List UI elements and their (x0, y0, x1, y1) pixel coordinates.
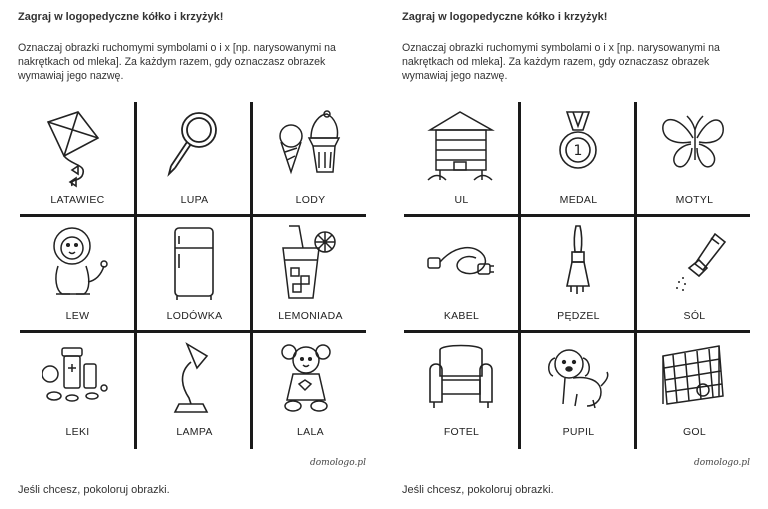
grid-cell[interactable] (521, 334, 636, 449)
grid-cell[interactable] (137, 102, 252, 217)
tic-tac-toe-grid (20, 102, 366, 449)
cell-label: MOTYL (675, 194, 714, 206)
cell-label: LEMONIADA (278, 310, 343, 322)
grid-cell[interactable] (637, 218, 752, 333)
cell-label: SÓL (683, 310, 706, 322)
brand-logo: domologo.pl (310, 458, 366, 468)
ice-cream-icon (275, 108, 345, 192)
svg-text:1: 1 (573, 143, 583, 159)
grid-cell[interactable] (637, 334, 752, 449)
lion-icon (42, 224, 112, 308)
cell-label: LEKI (65, 426, 90, 438)
grid-cell[interactable] (253, 334, 368, 449)
kite-icon (42, 108, 112, 192)
lamp-icon (159, 340, 229, 424)
paintbrush-icon (543, 224, 613, 308)
grid-cell[interactable] (20, 334, 135, 449)
worksheet-right (384, 0, 768, 509)
grid-cell[interactable] (521, 218, 636, 333)
magnifier-icon (159, 108, 229, 192)
brand-logo: domologo.pl (694, 458, 750, 468)
page-title: Zagraj w logopedyczne kółko i krzyżyk! (402, 11, 608, 23)
lemonade-icon (275, 224, 345, 308)
salt-shaker-icon (659, 224, 729, 308)
cell-label: FOTEL (443, 426, 480, 438)
cell-label: LAMPA (176, 426, 213, 438)
instructions: Oznaczaj obrazki ruchomymi symbolami o i x [np. narysowanymi na nakrętkach od mleka]. Za każdym razem, gdy oznaczasz obrazek wymawiaj jego nazwę. (18, 42, 336, 82)
cell-label: MEDAL (559, 194, 598, 206)
grid-cell[interactable] (637, 102, 752, 217)
armchair-icon (426, 340, 496, 424)
page-title: Zagraj w logopedyczne kółko i krzyżyk! (18, 11, 224, 23)
goal-icon (659, 340, 729, 424)
medal-icon (543, 108, 613, 192)
medicine-icon (42, 340, 112, 424)
cell-label: LODÓWKA (166, 310, 223, 322)
doll-icon (275, 340, 345, 424)
grid-cell[interactable] (404, 218, 519, 333)
fridge-icon (159, 224, 229, 308)
grid-cell[interactable] (137, 334, 252, 449)
butterfly-icon (659, 108, 729, 192)
tic-tac-toe-grid (404, 102, 750, 449)
beehive-icon (426, 108, 496, 192)
grid-cell[interactable] (253, 218, 368, 333)
footer-note: Jeśli chcesz, pokoloruj obrazki. (18, 484, 170, 496)
grid-cell[interactable] (137, 218, 252, 333)
cell-label: GOL (682, 426, 707, 438)
cell-label: LODY (295, 194, 326, 206)
grid-cell[interactable] (521, 102, 636, 217)
cell-label: LATAWIEC (50, 194, 105, 206)
cell-label: UL (454, 194, 469, 206)
grid-cell[interactable] (404, 334, 519, 449)
cell-label: LALA (297, 426, 324, 438)
grid-cell[interactable] (20, 218, 135, 333)
puppy-icon (543, 340, 613, 424)
cell-label: LEW (65, 310, 90, 322)
cell-label: PUPIL (562, 426, 595, 438)
grid-cell[interactable] (20, 102, 135, 217)
cable-icon (426, 224, 496, 308)
cell-label: PĘDZEL (557, 310, 600, 322)
instructions: Oznaczaj obrazki ruchomymi symbolami o i x [np. narysowanymi na nakrętkach od mleka]. Za każdym razem, gdy oznaczasz obrazek wymawiaj jego nazwę. (402, 42, 720, 82)
cell-label: LUPA (180, 194, 209, 206)
grid-cell[interactable] (404, 102, 519, 217)
footer-note: Jeśli chcesz, pokoloruj obrazki. (402, 484, 554, 496)
grid-cell[interactable] (253, 102, 368, 217)
cell-label: KABEL (443, 310, 480, 322)
